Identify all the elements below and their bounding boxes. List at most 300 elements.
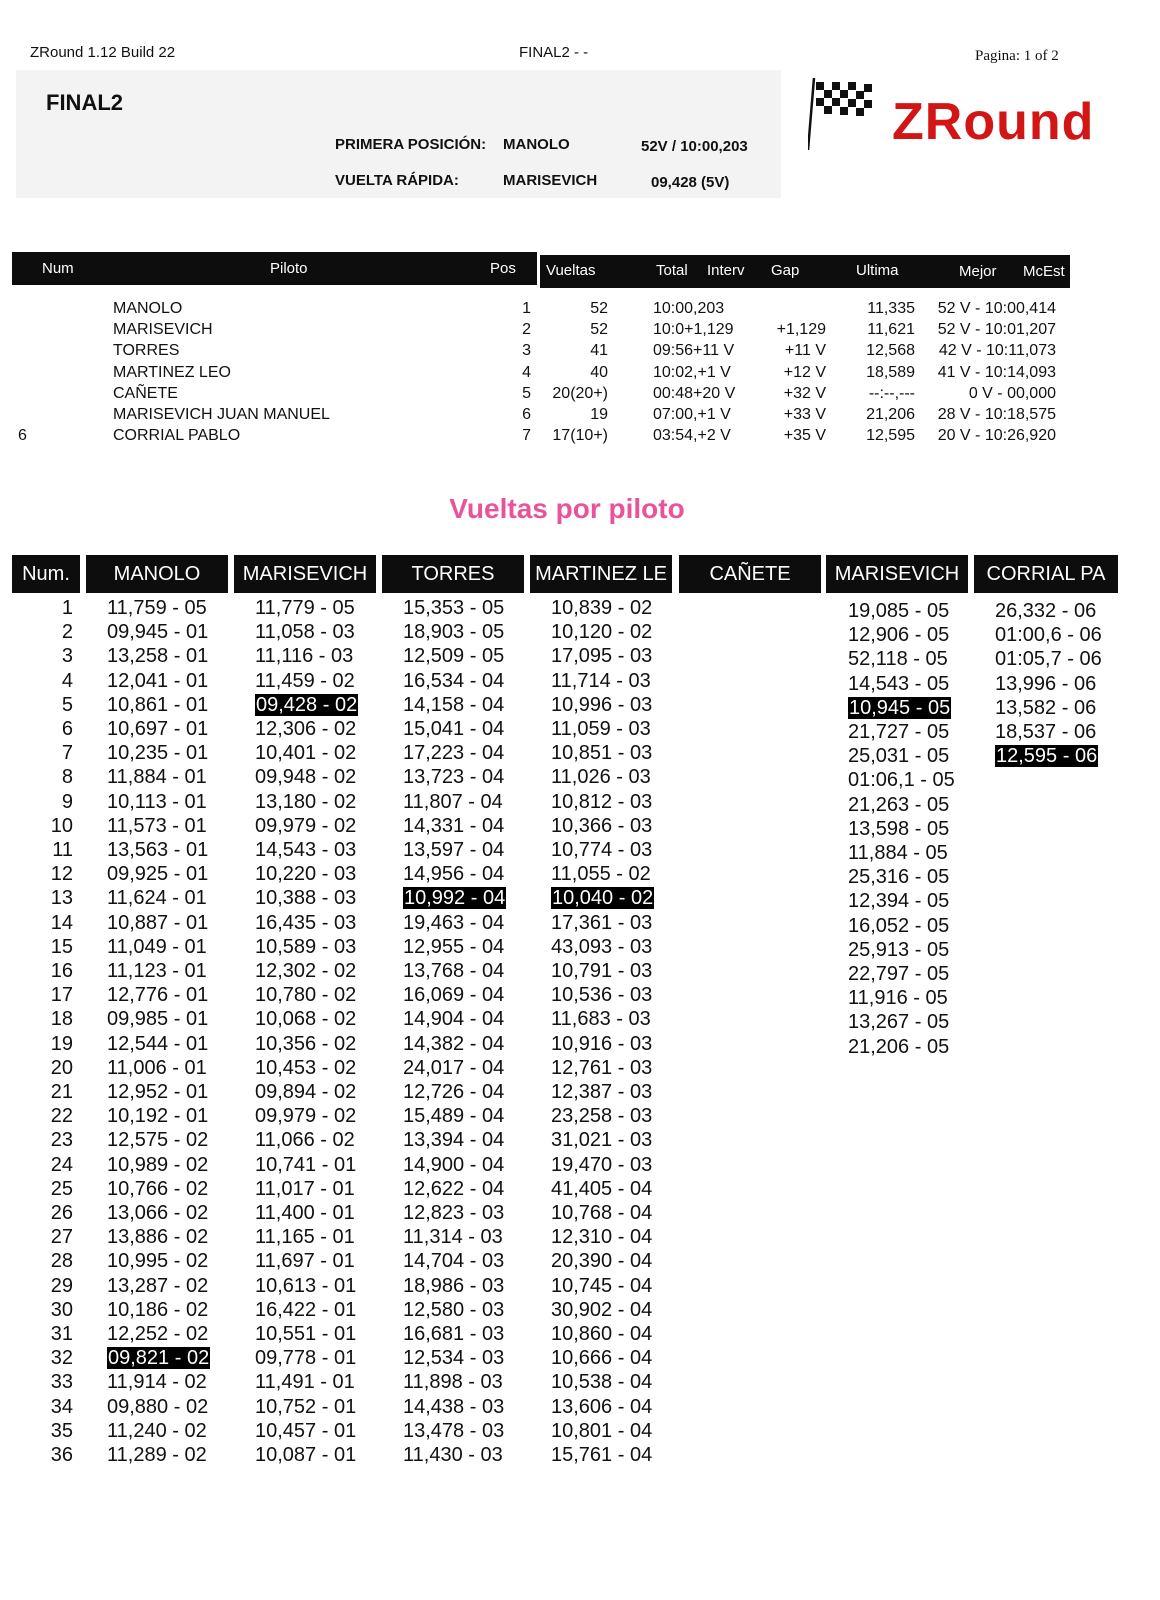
lap-time-text: 11,683 - 03 <box>551 1008 651 1031</box>
standings-total: 03:54,+2 V <box>653 427 731 445</box>
lap-time <box>255 1032 356 1056</box>
lap-time-text: 11,430 - 03 <box>403 1444 503 1466</box>
standings-total: 00:48+20 V <box>653 384 736 402</box>
app-version: ZRound 1.12 Build 22 <box>30 44 176 61</box>
lap-time-text: 17,095 - 03 <box>551 645 653 668</box>
logo: ZRound <box>892 93 1095 151</box>
lap-time <box>255 1177 355 1201</box>
lap-time-text: 12,761 - 03 <box>551 1056 653 1079</box>
lap-time <box>107 1104 208 1128</box>
lap-time <box>551 1298 652 1322</box>
lap-time <box>255 693 358 717</box>
lap-time-text: 12,310 - 04 <box>551 1226 653 1249</box>
lap-time <box>107 1249 208 1273</box>
standings-piloto: MARTINEZ LEO <box>113 363 231 381</box>
lap-time <box>107 1056 207 1080</box>
lap-time-text: 14,956 - 04 <box>403 863 505 886</box>
lap-time <box>255 1225 355 1249</box>
lap-time-text: 10,235 - 01 <box>107 742 209 765</box>
standings-ultima: 21,206 <box>866 406 915 423</box>
lap-time-text: 12,252 - 02 <box>107 1323 209 1345</box>
standings-gap: +33 V <box>783 406 826 423</box>
lap-time <box>848 696 951 720</box>
lap-time <box>255 1370 355 1394</box>
lap-time-text: 09,985 - 01 <box>107 1008 209 1031</box>
lap-time <box>107 1153 208 1177</box>
lap-time <box>255 935 356 959</box>
standings-piloto: MANOLO <box>113 300 183 317</box>
lap-time <box>551 1322 652 1346</box>
lap-number: 28 <box>50 1250 73 1273</box>
standings-ultima: 18,589 <box>866 363 915 381</box>
lap-time <box>848 889 949 913</box>
lap-time <box>403 1080 504 1104</box>
standings-gap: +12 V <box>783 363 826 381</box>
lap-time-text: 30,902 - 04 <box>551 1298 653 1321</box>
lap-time-text: 13,394 - 04 <box>403 1129 505 1152</box>
lap-time <box>107 1443 207 1467</box>
lap-time-text: 11,697 - 01 <box>255 1250 355 1273</box>
lap-time-text: 16,052 - 05 <box>848 914 950 937</box>
standings-row <box>0 385 1160 407</box>
lap-time <box>403 1032 504 1056</box>
lap-number: 18 <box>50 1008 73 1031</box>
lap-time <box>107 1080 208 1104</box>
lap-time-text: 41,405 - 04 <box>551 1177 653 1200</box>
lap-time <box>403 1395 504 1419</box>
lap-time <box>995 696 1096 720</box>
lap-time-text: 10,087 - 01 <box>255 1444 357 1466</box>
lap-time <box>848 599 949 623</box>
lap-time-text: 11,779 - 05 <box>255 597 355 619</box>
lap-time <box>403 741 504 765</box>
standings-mejor: 28 V - 10:18,575 <box>937 406 1056 423</box>
lap-number: 4 <box>61 669 73 692</box>
lap-time-text: 11,459 - 02 <box>255 669 355 692</box>
standings-total: 07:00,+1 V <box>653 406 731 423</box>
lap-time-text: 12,387 - 03 <box>551 1081 653 1103</box>
fast-lap-driver: MARISEVICH <box>503 172 598 189</box>
lap-time-text: 11,714 - 03 <box>551 669 651 692</box>
lap-time <box>848 744 949 768</box>
lap-time-text: 10,356 - 02 <box>255 1032 357 1055</box>
standings-ultima: 12,595 <box>866 427 915 445</box>
lap-time-text: 31,021 - 03 <box>551 1129 653 1152</box>
laps-num-header: Num. <box>12 555 80 593</box>
lap-time-text: 16,422 - 01 <box>255 1298 357 1321</box>
lap-time-text: 19,470 - 03 <box>551 1153 653 1176</box>
lap-time <box>848 720 949 744</box>
lap-time-text: 10,613 - 01 <box>255 1274 357 1297</box>
lap-time <box>551 1153 652 1177</box>
lap-time <box>995 623 1102 647</box>
lap-time-text: 11,807 - 04 <box>403 790 503 813</box>
lap-time-text: 10,766 - 02 <box>107 1177 209 1200</box>
lap-time-text: 01:00,6 - 06 <box>995 624 1102 647</box>
lap-time-text: 13,606 - 04 <box>551 1395 653 1418</box>
lap-time-text: 11,914 - 02 <box>107 1371 207 1394</box>
best-lap-highlight: 10,945 - 05 <box>849 696 951 719</box>
lap-number: 23 <box>50 1129 73 1152</box>
standings-piloto: TORRES <box>113 342 180 360</box>
lap-time <box>551 717 651 741</box>
lap-time-text: 13,723 - 04 <box>403 766 505 789</box>
lap-number: 11 <box>52 839 73 861</box>
lap-time <box>107 596 207 620</box>
standings-pos: 1 <box>522 300 531 317</box>
lap-time <box>255 1322 356 1346</box>
lap-time-text: 10,697 - 01 <box>107 718 209 740</box>
lap-time-text: 11,049 - 01 <box>107 935 207 958</box>
first-position-value: 52V / 10:00,203 <box>641 138 748 155</box>
standings-row <box>0 342 1160 364</box>
lap-time-text: 11,055 - 02 <box>551 863 651 886</box>
lap-time-text: 12,575 - 02 <box>107 1129 209 1152</box>
lap-time-text: 21,263 - 05 <box>848 793 950 816</box>
lap-time-text: 11,123 - 01 <box>107 960 207 982</box>
lap-number: 25 <box>50 1177 73 1200</box>
lap-time-text: 15,041 - 04 <box>403 718 505 740</box>
lap-time <box>403 717 504 741</box>
lap-time-text: 25,316 - 05 <box>848 866 950 889</box>
standings-col-header: Piloto <box>270 260 308 277</box>
lap-time <box>255 596 355 620</box>
lap-time <box>551 1370 652 1394</box>
lap-time <box>255 1298 356 1322</box>
standings-col-header: Total <box>656 262 688 279</box>
lap-time <box>403 935 504 959</box>
lap-number: 12 <box>50 863 73 886</box>
lap-time-text: 12,306 - 02 <box>255 718 357 740</box>
lap-number: 36 <box>50 1444 73 1466</box>
lap-time-text: 09,979 - 02 <box>255 1105 357 1128</box>
lap-time-text: 13,180 - 02 <box>255 790 357 813</box>
lap-number: 15 <box>50 935 73 958</box>
lap-time <box>551 838 652 862</box>
lap-time-text: 11,491 - 01 <box>255 1371 355 1394</box>
lap-time-text: 11,898 - 03 <box>403 1371 503 1394</box>
lap-time-text: 09,945 - 01 <box>107 621 209 644</box>
lap-time <box>255 1346 356 1370</box>
lap-time-text: 16,534 - 04 <box>403 669 505 692</box>
standings-num: 6 <box>18 427 27 445</box>
laps-driver-header: CAÑETE <box>679 555 821 593</box>
lap-time <box>403 911 504 935</box>
lap-time-text: 14,382 - 04 <box>403 1032 505 1055</box>
lap-time-text: 10,916 - 03 <box>551 1032 653 1055</box>
lap-time <box>107 1370 207 1394</box>
lap-time-text: 10,388 - 03 <box>255 887 357 910</box>
lap-time <box>848 1035 949 1059</box>
checkered-flag-icon <box>808 76 888 156</box>
lap-time <box>107 790 207 814</box>
lap-time <box>403 1322 504 1346</box>
lap-time-text: 18,986 - 03 <box>403 1274 505 1297</box>
lap-time <box>107 620 208 644</box>
lap-time <box>107 1274 208 1298</box>
standings-pos: 2 <box>522 321 531 339</box>
standings-vueltas: 19 <box>590 406 608 423</box>
lap-time <box>848 793 949 817</box>
lap-time <box>403 1201 504 1225</box>
lap-time <box>403 1370 503 1394</box>
lap-time <box>403 814 504 838</box>
lap-time <box>403 1225 503 1249</box>
lap-time-text: 11,017 - 01 <box>255 1177 355 1200</box>
standings-vueltas: 41 <box>590 342 608 360</box>
lap-time <box>107 886 207 910</box>
lap-time-text: 10,780 - 02 <box>255 984 357 1007</box>
lap-time-text: 12,952 - 01 <box>107 1081 209 1103</box>
lap-number: 22 <box>50 1105 73 1128</box>
lap-time-text: 13,267 - 05 <box>848 1011 950 1034</box>
lap-number: 5 <box>61 693 73 716</box>
lap-number: 21 <box>50 1081 73 1103</box>
standings-ultima: --:--,--- <box>868 384 915 402</box>
lap-time <box>551 1032 652 1056</box>
lap-time <box>107 669 208 693</box>
lap-time <box>848 962 949 986</box>
lap-time <box>255 644 353 668</box>
fast-lap-value: 09,428 (5V) <box>651 174 730 191</box>
lap-time <box>255 1056 356 1080</box>
lap-time-text: 12,622 - 04 <box>403 1177 505 1200</box>
lap-time <box>551 983 652 1007</box>
lap-number: 2 <box>61 621 73 644</box>
lap-time <box>107 1201 208 1225</box>
standings-pos: 3 <box>522 342 531 360</box>
lap-time-text: 12,394 - 05 <box>848 890 950 913</box>
lap-time-text: 18,903 - 05 <box>403 621 505 644</box>
lap-time <box>995 720 1096 744</box>
standings-ultima: 11,335 <box>867 300 915 317</box>
lap-time <box>255 1128 355 1152</box>
standings-pos: 5 <box>522 384 531 402</box>
lap-time-text: 11,916 - 05 <box>848 987 948 1010</box>
lap-time <box>403 862 504 886</box>
lap-time-text: 12,906 - 05 <box>848 624 950 647</box>
lap-time <box>403 1274 504 1298</box>
standings-ultima: 12,568 <box>866 342 915 360</box>
standings-col-header: Vueltas <box>546 262 596 279</box>
standings-gap: +35 V <box>783 427 826 445</box>
lap-time-text: 10,851 - 03 <box>551 742 653 765</box>
lap-time-text: 10,887 - 01 <box>107 911 209 934</box>
lap-time-text: 43,093 - 03 <box>551 935 653 958</box>
laps-driver-header: CORRIAL PA <box>974 555 1118 593</box>
standings-pos: 4 <box>522 363 531 381</box>
lap-time <box>551 862 651 886</box>
lap-time-text: 24,017 - 04 <box>403 1056 505 1079</box>
standings-row <box>0 406 1160 428</box>
standings-total: 10:0+1,129 <box>653 321 734 339</box>
lap-time-text: 11,066 - 02 <box>255 1129 355 1152</box>
lap-time <box>551 1225 652 1249</box>
lap-time <box>995 647 1102 671</box>
lap-time-text: 25,031 - 05 <box>848 745 950 768</box>
lap-time-text: 10,860 - 04 <box>551 1323 653 1345</box>
standings-piloto: CORRIAL PABLO <box>113 427 241 445</box>
lap-time <box>551 1249 652 1273</box>
lap-time <box>255 765 356 789</box>
lap-time-text: 11,116 - 03 <box>255 645 354 668</box>
lap-time-text: 10,113 - 01 <box>107 790 207 813</box>
lap-number: 32 <box>50 1347 73 1370</box>
lap-time <box>848 986 948 1010</box>
lap-time <box>848 623 949 647</box>
lap-number: 10 <box>50 814 73 837</box>
lap-time-text: 01:05,7 - 06 <box>995 648 1102 671</box>
lap-time-text: 11,884 - 05 <box>848 842 948 864</box>
lap-time <box>107 765 207 789</box>
lap-time-text: 10,120 - 02 <box>551 621 653 644</box>
lap-time-text: 10,995 - 02 <box>107 1250 209 1273</box>
lap-time <box>551 1007 651 1031</box>
standings-mejor: 41 V - 10:14,093 <box>937 363 1056 381</box>
lap-time <box>848 914 949 938</box>
lap-time-text: 12,544 - 01 <box>107 1032 209 1055</box>
lap-time <box>848 817 949 841</box>
lap-time <box>551 1346 652 1370</box>
lap-time <box>255 838 356 862</box>
lap-time-text: 11,759 - 05 <box>107 597 207 619</box>
lap-time <box>848 672 949 696</box>
standings-piloto: CAÑETE <box>113 384 178 402</box>
lap-time <box>255 911 356 935</box>
lap-time-text: 13,258 - 01 <box>107 645 209 668</box>
lap-time-text: 13,597 - 04 <box>403 839 505 861</box>
lap-number: 27 <box>50 1226 73 1249</box>
fast-lap-label: VUELTA RÁPIDA: <box>335 172 459 189</box>
lap-time <box>403 669 504 693</box>
lap-time <box>403 765 504 789</box>
lap-time-text: 12,302 - 02 <box>255 960 357 982</box>
lap-time-text: 11,059 - 03 <box>551 718 651 740</box>
standings-vueltas: 20(20+) <box>552 384 608 402</box>
lap-time-text: 09,948 - 02 <box>255 766 357 789</box>
lap-time-text: 13,996 - 06 <box>995 672 1097 695</box>
lap-time-text: 20,390 - 04 <box>551 1250 653 1273</box>
laps-driver-header: MARISEVICH <box>234 555 376 593</box>
standings-mejor: 42 V - 10:11,073 <box>938 342 1056 360</box>
standings-vueltas: 40 <box>590 363 608 381</box>
lap-time <box>403 1104 504 1128</box>
lap-time-text: 13,478 - 03 <box>403 1419 505 1442</box>
lap-time-text: 17,223 - 04 <box>403 742 505 765</box>
lap-time <box>551 886 654 910</box>
lap-number: 16 <box>50 960 73 982</box>
lap-time-text: 11,006 - 01 <box>107 1056 207 1079</box>
lap-time <box>551 790 652 814</box>
lap-time <box>848 865 949 889</box>
lap-time-text: 09,778 - 01 <box>255 1347 357 1370</box>
race-name: FINAL2 - - <box>519 44 589 61</box>
lap-time-text: 13,598 - 05 <box>848 817 950 840</box>
lap-time-text: 14,158 - 04 <box>403 693 505 716</box>
lap-time-text: 12,580 - 03 <box>403 1298 505 1321</box>
lap-number: 33 <box>50 1371 73 1394</box>
lap-time <box>255 862 356 886</box>
lap-time-text: 16,069 - 04 <box>403 984 505 1007</box>
lap-time-text: 19,463 - 04 <box>403 911 505 934</box>
lap-time <box>255 1104 356 1128</box>
lap-time <box>255 1201 355 1225</box>
lap-time-text: 10,536 - 03 <box>551 984 653 1007</box>
standings-piloto: MARISEVICH JUAN MANUEL <box>113 406 330 423</box>
lap-time-text: 10,801 - 04 <box>551 1419 653 1442</box>
lap-time-text: 14,543 - 05 <box>848 672 950 695</box>
lap-time-text: 12,823 - 03 <box>403 1202 505 1224</box>
first-position-driver: MANOLO <box>503 136 570 153</box>
laps-driver-header: MARTINEZ LE <box>530 555 672 593</box>
lap-time <box>995 744 1098 768</box>
lap-time-text: 17,361 - 03 <box>551 911 653 934</box>
lap-time-text: 13,287 - 02 <box>107 1274 209 1297</box>
standings-mejor: 20 V - 10:26,920 <box>937 427 1056 445</box>
lap-time <box>995 599 1096 623</box>
lap-time <box>403 620 504 644</box>
page-title: FINAL2 <box>46 90 123 115</box>
lap-time-text: 21,727 - 05 <box>848 721 950 743</box>
standings-row <box>0 427 1160 449</box>
lap-time <box>995 672 1096 696</box>
lap-number: 31 <box>50 1323 73 1345</box>
lap-time <box>107 1128 208 1152</box>
lap-time <box>551 669 651 693</box>
lap-time-text: 10,401 - 02 <box>255 742 357 765</box>
lap-time-text: 10,989 - 02 <box>107 1153 209 1176</box>
lap-time-text: 14,543 - 03 <box>255 839 357 861</box>
lap-time <box>551 693 652 717</box>
lap-time-text: 52,118 - 05 <box>848 648 948 671</box>
laps-driver-header: TORRES <box>382 555 524 593</box>
lap-time-text: 26,332 - 06 <box>995 600 1097 622</box>
standings-vueltas: 52 <box>590 321 608 339</box>
lap-time <box>107 1322 208 1346</box>
lap-time <box>107 1032 208 1056</box>
standings-col-header: Pos <box>490 260 516 277</box>
lap-time <box>107 717 208 741</box>
lap-time-text: 10,453 - 02 <box>255 1056 357 1079</box>
lap-time <box>551 1080 652 1104</box>
lap-time <box>551 1274 652 1298</box>
lap-time-text: 14,900 - 04 <box>403 1153 505 1176</box>
lap-number: 19 <box>50 1032 73 1055</box>
lap-time <box>107 1346 210 1370</box>
first-position-label: PRIMERA POSICIÓN: <box>335 136 487 153</box>
lap-time <box>848 938 949 962</box>
lap-time-text: 09,880 - 02 <box>107 1395 209 1418</box>
lap-time-text: 09,925 - 01 <box>107 863 209 886</box>
lap-time-text: 10,551 - 01 <box>255 1323 357 1345</box>
lap-time-text: 10,457 - 01 <box>255 1419 357 1442</box>
standings-mejor: 0 V - 00,000 <box>968 384 1056 402</box>
standings-col-header: Interv <box>707 262 745 279</box>
best-lap-highlight: 09,428 - 02 <box>256 693 358 716</box>
lap-time <box>551 644 652 668</box>
lap-time <box>107 1225 208 1249</box>
standings-col-header: McEst <box>1023 263 1065 280</box>
standings-pos: 7 <box>522 427 531 445</box>
lap-time-text: 14,331 - 04 <box>403 814 505 837</box>
lap-time-text: 09,894 - 02 <box>255 1081 357 1103</box>
standings-vueltas: 17(10+) <box>552 427 608 445</box>
lap-number: 29 <box>50 1274 73 1297</box>
lap-time <box>107 1419 207 1443</box>
lap-time-text: 14,438 - 03 <box>403 1395 505 1418</box>
lap-time-text: 10,812 - 03 <box>551 790 653 813</box>
lap-time <box>551 1419 652 1443</box>
